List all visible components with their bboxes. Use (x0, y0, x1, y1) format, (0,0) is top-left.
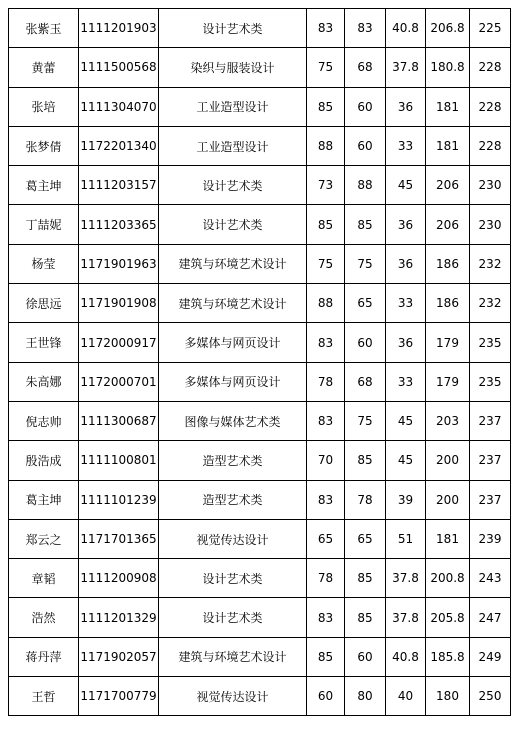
score-3-cell: 36 (386, 87, 426, 126)
score-3-cell: 33 (386, 362, 426, 401)
table-row (9, 559, 511, 598)
student-name-cell: 殷浩成 (9, 441, 79, 480)
student-name-cell: 葛主坤 (9, 166, 79, 205)
score-1-cell: 88 (307, 284, 345, 323)
rank-cell: 237 (470, 441, 511, 480)
major-cell: 建筑与环境艺术设计 (159, 637, 307, 676)
total-score-cell: 206 (426, 205, 470, 244)
score-2-cell: 83 (345, 9, 386, 48)
table-row (9, 284, 511, 323)
score-3-cell: 45 (386, 401, 426, 440)
score-3-cell: 37.8 (386, 48, 426, 87)
student-name-cell: 黄蕾 (9, 48, 79, 87)
student-name-cell: 朱高娜 (9, 362, 79, 401)
rank-cell: 249 (470, 637, 511, 676)
rank-cell: 228 (470, 48, 511, 87)
exam-id-cell: 1111201329 (79, 598, 159, 637)
score-3-cell: 45 (386, 166, 426, 205)
student-name-cell: 浩然 (9, 598, 79, 637)
table-row (9, 244, 511, 283)
score-1-cell: 83 (307, 480, 345, 519)
table-row (9, 87, 511, 126)
exam-id-cell: 1172201340 (79, 126, 159, 165)
exam-id-cell: 1111300687 (79, 401, 159, 440)
major-cell: 造型艺术类 (159, 441, 307, 480)
rank-cell: 232 (470, 244, 511, 283)
score-1-cell: 65 (307, 519, 345, 558)
rank-cell: 237 (470, 480, 511, 519)
total-score-cell: 200 (426, 441, 470, 480)
exam-id-cell: 1111200908 (79, 559, 159, 598)
table-row (9, 9, 511, 48)
major-cell: 设计艺术类 (159, 166, 307, 205)
score-2-cell: 60 (345, 87, 386, 126)
total-score-cell: 206.8 (426, 9, 470, 48)
exam-id-cell: 1111101239 (79, 480, 159, 519)
rank-cell: 239 (470, 519, 511, 558)
score-2-cell: 85 (345, 441, 386, 480)
rank-cell: 230 (470, 166, 511, 205)
score-3-cell: 37.8 (386, 598, 426, 637)
major-cell: 建筑与环境艺术设计 (159, 284, 307, 323)
rank-cell: 225 (470, 9, 511, 48)
total-score-cell: 186 (426, 284, 470, 323)
rank-cell: 230 (470, 205, 511, 244)
score-1-cell: 85 (307, 205, 345, 244)
table-row (9, 480, 511, 519)
score-1-cell: 78 (307, 559, 345, 598)
student-name-cell: 王世锋 (9, 323, 79, 362)
score-3-cell: 36 (386, 323, 426, 362)
table-row (9, 519, 511, 558)
table-row (9, 677, 511, 716)
total-score-cell: 180 (426, 677, 470, 716)
score-2-cell: 88 (345, 166, 386, 205)
score-2-cell: 60 (345, 126, 386, 165)
exam-id-cell: 1111203365 (79, 205, 159, 244)
student-name-cell: 杨莹 (9, 244, 79, 283)
table-row (9, 48, 511, 87)
major-cell: 造型艺术类 (159, 480, 307, 519)
score-3-cell: 40.8 (386, 9, 426, 48)
rank-cell: 232 (470, 284, 511, 323)
major-cell: 设计艺术类 (159, 205, 307, 244)
rank-cell: 243 (470, 559, 511, 598)
rank-cell: 247 (470, 598, 511, 637)
total-score-cell: 180.8 (426, 48, 470, 87)
score-2-cell: 80 (345, 677, 386, 716)
exam-id-cell: 1171902057 (79, 637, 159, 676)
score-1-cell: 83 (307, 401, 345, 440)
score-2-cell: 85 (345, 205, 386, 244)
exam-id-cell: 1171700779 (79, 677, 159, 716)
total-score-cell: 206 (426, 166, 470, 205)
score-2-cell: 68 (345, 362, 386, 401)
score-2-cell: 85 (345, 598, 386, 637)
score-3-cell: 40.8 (386, 637, 426, 676)
score-1-cell: 83 (307, 9, 345, 48)
major-cell: 视觉传达设计 (159, 519, 307, 558)
exam-id-cell: 1111201903 (79, 9, 159, 48)
total-score-cell: 186 (426, 244, 470, 283)
student-name-cell: 倪志帅 (9, 401, 79, 440)
total-score-cell: 181 (426, 519, 470, 558)
total-score-cell: 205.8 (426, 598, 470, 637)
total-score-cell: 179 (426, 323, 470, 362)
student-name-cell: 徐思远 (9, 284, 79, 323)
exam-id-cell: 1172000917 (79, 323, 159, 362)
total-score-cell: 181 (426, 126, 470, 165)
rank-cell: 228 (470, 87, 511, 126)
exam-id-cell: 1111304070 (79, 87, 159, 126)
score-3-cell: 36 (386, 205, 426, 244)
total-score-cell: 200.8 (426, 559, 470, 598)
major-cell: 多媒体与网页设计 (159, 362, 307, 401)
major-cell: 设计艺术类 (159, 559, 307, 598)
score-3-cell: 51 (386, 519, 426, 558)
table-row (9, 441, 511, 480)
total-score-cell: 181 (426, 87, 470, 126)
rank-cell: 250 (470, 677, 511, 716)
score-1-cell: 83 (307, 323, 345, 362)
score-2-cell: 60 (345, 323, 386, 362)
total-score-cell: 200 (426, 480, 470, 519)
rank-cell: 237 (470, 401, 511, 440)
table-row (9, 598, 511, 637)
table-row (9, 166, 511, 205)
student-name-cell: 郑云之 (9, 519, 79, 558)
major-cell: 染织与服装设计 (159, 48, 307, 87)
score-2-cell: 65 (345, 519, 386, 558)
major-cell: 视觉传达设计 (159, 677, 307, 716)
exam-id-cell: 1111500568 (79, 48, 159, 87)
total-score-cell: 203 (426, 401, 470, 440)
score-1-cell: 75 (307, 244, 345, 283)
exam-id-cell: 1171901908 (79, 284, 159, 323)
student-name-cell: 蒋丹萍 (9, 637, 79, 676)
student-name-cell: 丁喆妮 (9, 205, 79, 244)
exam-id-cell: 1171901963 (79, 244, 159, 283)
exam-id-cell: 1111100801 (79, 441, 159, 480)
exam-id-cell: 1171701365 (79, 519, 159, 558)
student-name-cell: 章韬 (9, 559, 79, 598)
table-row (9, 205, 511, 244)
score-2-cell: 68 (345, 48, 386, 87)
table-body (9, 9, 511, 716)
score-1-cell: 83 (307, 598, 345, 637)
student-name-cell: 张紫玉 (9, 9, 79, 48)
rank-cell: 235 (470, 323, 511, 362)
score-1-cell: 70 (307, 441, 345, 480)
student-name-cell: 葛主坤 (9, 480, 79, 519)
score-1-cell: 73 (307, 166, 345, 205)
student-name-cell: 张培 (9, 87, 79, 126)
score-3-cell: 33 (386, 126, 426, 165)
table-row (9, 323, 511, 362)
score-table (8, 8, 511, 716)
score-3-cell: 33 (386, 284, 426, 323)
score-1-cell: 85 (307, 87, 345, 126)
student-name-cell: 张梦倩 (9, 126, 79, 165)
rank-cell: 228 (470, 126, 511, 165)
score-3-cell: 39 (386, 480, 426, 519)
table-row (9, 362, 511, 401)
exam-id-cell: 1111203157 (79, 166, 159, 205)
score-2-cell: 78 (345, 480, 386, 519)
rank-cell: 235 (470, 362, 511, 401)
major-cell: 设计艺术类 (159, 598, 307, 637)
major-cell: 工业造型设计 (159, 126, 307, 165)
score-2-cell: 65 (345, 284, 386, 323)
score-3-cell: 40 (386, 677, 426, 716)
score-3-cell: 45 (386, 441, 426, 480)
score-2-cell: 75 (345, 401, 386, 440)
major-cell: 多媒体与网页设计 (159, 323, 307, 362)
major-cell: 建筑与环境艺术设计 (159, 244, 307, 283)
score-2-cell: 75 (345, 244, 386, 283)
score-1-cell: 60 (307, 677, 345, 716)
total-score-cell: 179 (426, 362, 470, 401)
major-cell: 图像与媒体艺术类 (159, 401, 307, 440)
exam-id-cell: 1172000701 (79, 362, 159, 401)
major-cell: 工业造型设计 (159, 87, 307, 126)
score-1-cell: 75 (307, 48, 345, 87)
score-1-cell: 88 (307, 126, 345, 165)
score-3-cell: 37.8 (386, 559, 426, 598)
table-row (9, 637, 511, 676)
table-row (9, 126, 511, 165)
score-2-cell: 60 (345, 637, 386, 676)
score-1-cell: 85 (307, 637, 345, 676)
score-3-cell: 36 (386, 244, 426, 283)
score-1-cell: 78 (307, 362, 345, 401)
total-score-cell: 185.8 (426, 637, 470, 676)
table-row (9, 401, 511, 440)
score-2-cell: 85 (345, 559, 386, 598)
student-name-cell: 王哲 (9, 677, 79, 716)
major-cell: 设计艺术类 (159, 9, 307, 48)
